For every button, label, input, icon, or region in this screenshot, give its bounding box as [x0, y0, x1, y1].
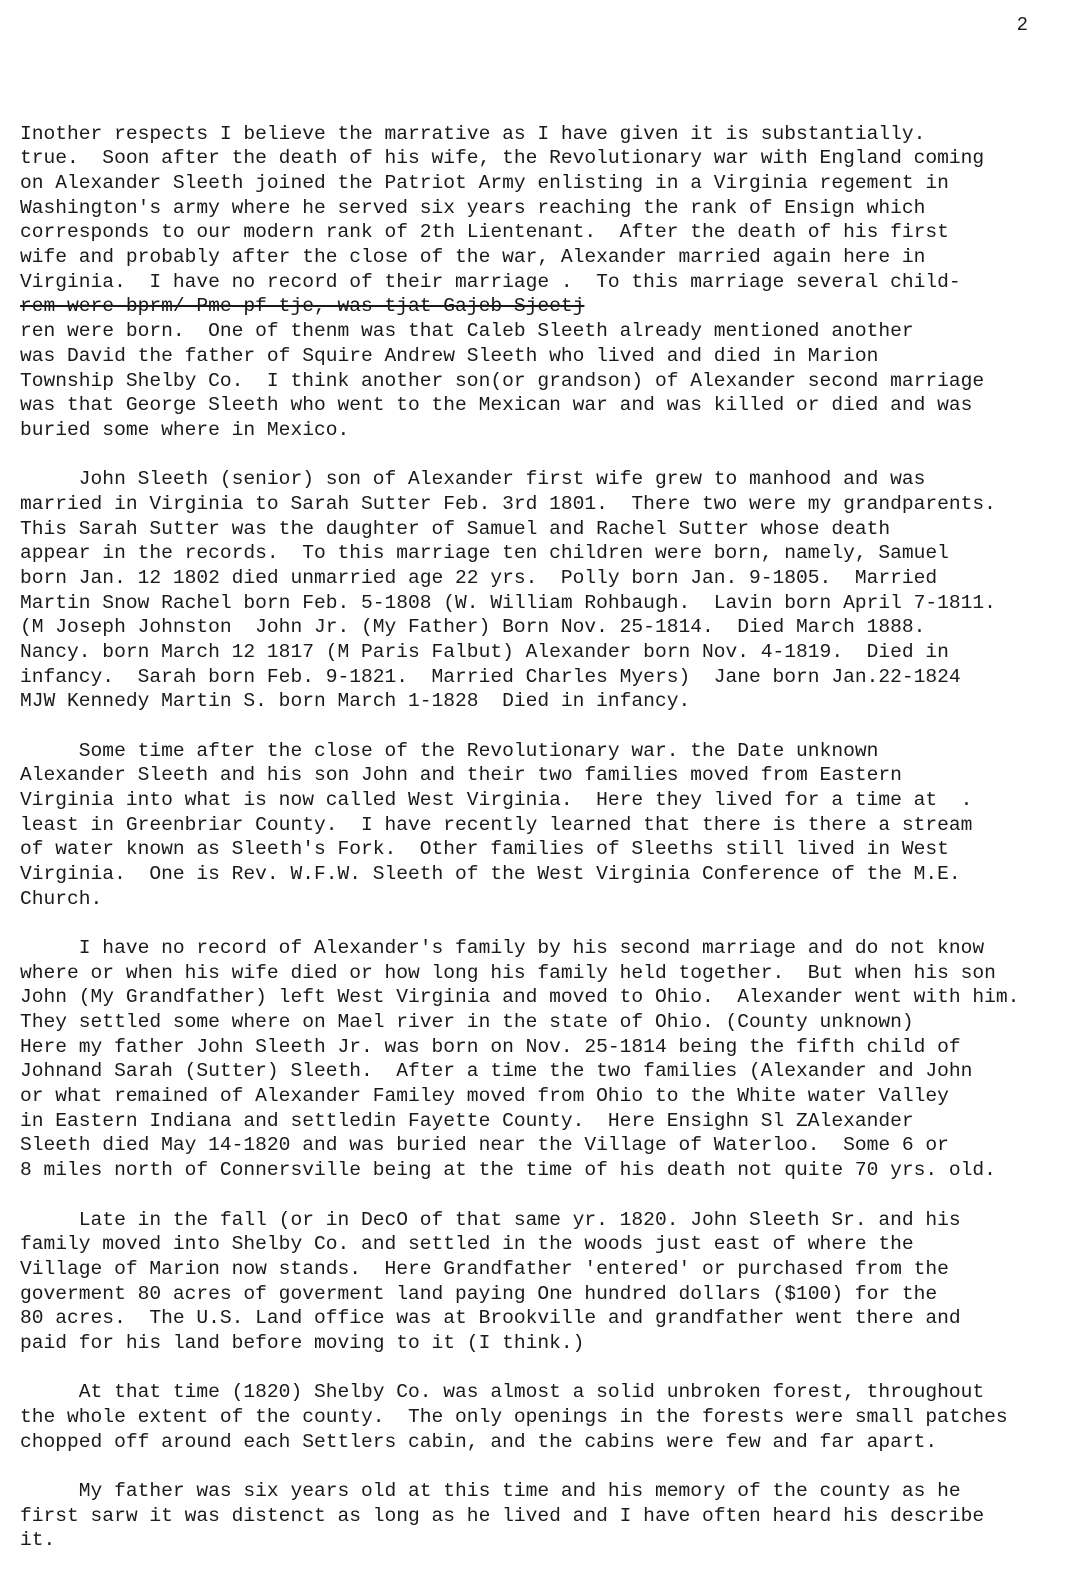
text-line: At that time (1820) Shelby Co. was almost a solid unbroken forest, throughout: [20, 1381, 985, 1403]
text-line: of water known as Sleeth's Fork. Other families of Sleeths still lived in West: [20, 838, 949, 860]
text-line: They settled some where on Mael river in the state of Ohio. (County unknown): [20, 1011, 914, 1033]
text-line: Township Shelby Co. I think another son(or grandson) of Alexander second marriage: [20, 370, 985, 392]
text-line: John Sleeth (senior) son of Alexander first wife grew to manhood and was: [20, 468, 926, 490]
text-line: it.: [20, 1529, 56, 1551]
text-line: Nancy. born March 12 1817 (M Paris Falbut) Alexander born Nov. 4-1819. Died in: [20, 641, 949, 663]
text-line: Village of Marion now stands. Here Grandfather 'entered' or purchased from the: [20, 1258, 949, 1280]
text-line: born Jan. 12 1802 died unmarried age 22 yrs. Polly born Jan. 9-1805. Married: [20, 567, 938, 589]
text-line: married in Virginia to Sarah Sutter Feb. 3rd 1801. There two were my grandparents.: [20, 493, 996, 515]
text-line: in Eastern Indiana and settledin Fayette County. Here Ensighn Sl ZAlexander: [20, 1110, 914, 1132]
text-line: Washington's army where he served six years reaching the rank of Ensign which: [20, 197, 926, 219]
text-line: buried some where in Mexico.: [20, 419, 350, 441]
text-line: goverment 80 acres of goverment land paying One hundred dollars ($100) for the: [20, 1283, 938, 1305]
text-line: true. Soon after the death of his wife, the Revolutionary war with England coming: [20, 147, 985, 169]
text-line: on Alexander Sleeth joined the Patriot Army enlisting in a Virginia regement in: [20, 172, 949, 194]
text-line: Martin Snow Rachel born Feb. 5-1808 (W. William Rohbaugh. Lavin born April 7-1811.: [20, 592, 996, 614]
text-line: chopped off around each Settlers cabin, and the cabins were few and far apart.: [20, 1431, 938, 1453]
text-line: John (My Grandfather) left West Virginia and moved to Ohio. Alexander went with him.: [20, 986, 1020, 1008]
struck-out-text-line: rem were bprm/ Pme pf tje, was tjat Gajeb Sjeetj: [20, 295, 585, 317]
text-line: was David the father of Squire Andrew Sleeth who lived and died in Marion: [20, 345, 879, 367]
text-line: the whole extent of the county. The only openings in the forests were small patches: [20, 1406, 1008, 1428]
text-line: I have no record of Alexander's family by his second marriage and do not know: [20, 937, 985, 959]
text-line: where or when his wife died or how long his family held together. But when his son: [20, 962, 996, 984]
text-line: Virginia. I have no record of their marriage . To this marriage several child-: [20, 271, 961, 293]
text-line: Alexander Sleeth and his son John and their two families moved from Eastern: [20, 764, 902, 786]
text-line: Virginia into what is now called West Virginia. Here they lived for a time at .: [20, 789, 973, 811]
text-line: paid for his land before moving to it (I think.): [20, 1332, 585, 1354]
page-number: 2: [1016, 14, 1028, 36]
text-line: 80 acres. The U.S. Land office was at Brookville and grandfather went there and: [20, 1307, 961, 1329]
text-line: 8 miles north of Connersville being at the time of his death not quite 70 yrs. old.: [20, 1159, 996, 1181]
text-line: infancy. Sarah born Feb. 9-1821. Married Charles Myers) Jane born Jan.22-1824: [20, 666, 961, 688]
text-line: Inother respects I believe the marrative as I have given it is substantially.: [20, 123, 926, 145]
text-line: My father was six years old at this time and his memory of the county as he: [20, 1480, 961, 1502]
text-line: This Sarah Sutter was the daughter of Samuel and Rachel Sutter whose death: [20, 518, 891, 540]
text-line: Here my father John Sleeth Jr. was born on Nov. 25-1814 being the fifth child of: [20, 1036, 961, 1058]
text-line: family moved into Shelby Co. and settled in the woods just east of where the: [20, 1233, 914, 1255]
text-line: or what remained of Alexander Familey moved from Ohio to the White water Valley: [20, 1085, 949, 1107]
text-line: first sarw it was distenct as long as he lived and I have often heard his describe: [20, 1505, 985, 1527]
text-line: Some time after the close of the Revolutionary war. the Date unknown: [20, 740, 879, 762]
text-line: Church.: [20, 888, 103, 910]
text-line: Johnand Sarah (Sutter) Sleeth. After a time the two families (Alexander and John: [20, 1060, 973, 1082]
text-line: Sleeth died May 14-1820 and was buried near the Village of Waterloo. Some 6 or: [20, 1134, 949, 1156]
text-line: (M Joseph Johnston John Jr. (My Father) Born Nov. 25-1814. Died March 1888.: [20, 616, 926, 638]
text-line: wife and probably after the close of the war, Alexander married again here in: [20, 246, 926, 268]
text-line: was that George Sleeth who went to the Mexican war and was killed or died and was: [20, 394, 973, 416]
text-line: corresponds to our modern rank of 2th Lientenant. After the death of his first: [20, 221, 949, 243]
text-line: Virginia. One is Rev. W.F.W. Sleeth of the West Virginia Conference of the M.E.: [20, 863, 961, 885]
text-line: MJW Kennedy Martin S. born March 1-1828 Died in infancy.: [20, 690, 691, 712]
text-line: Late in the fall (or in DecO of that same yr. 1820. John Sleeth Sr. and his: [20, 1209, 961, 1231]
text-line: least in Greenbriar County. I have recently learned that there is there a stream: [20, 814, 973, 836]
text-line: ren were born. One of thenm was that Caleb Sleeth already mentioned another: [20, 320, 914, 342]
text-line: appear in the records. To this marriage ten children were born, namely, Samuel: [20, 542, 949, 564]
